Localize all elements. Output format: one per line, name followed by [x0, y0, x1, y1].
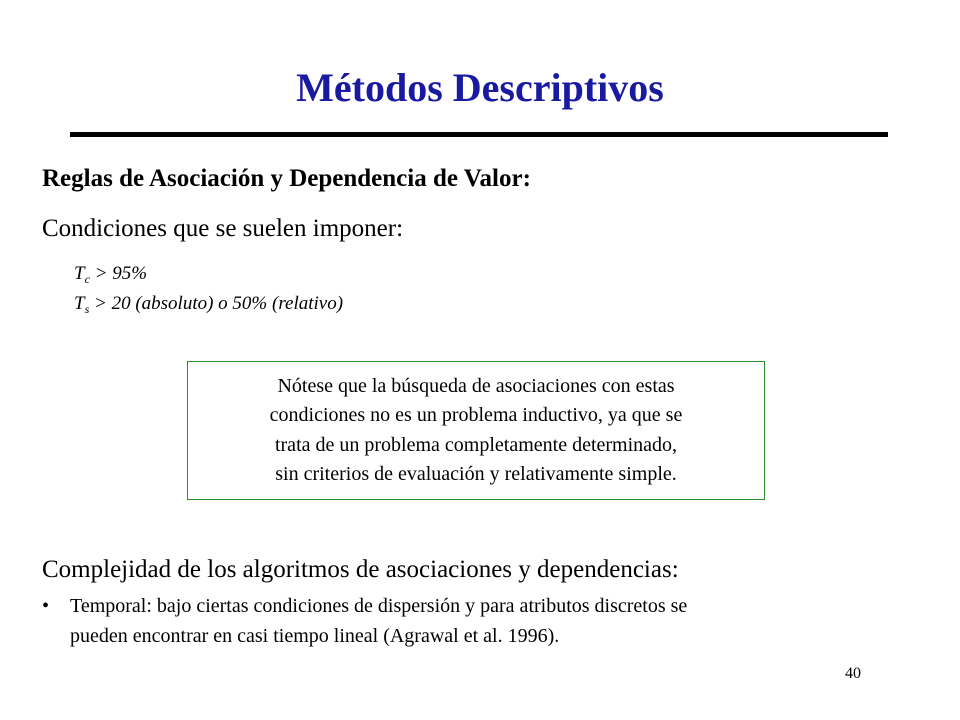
note-line: Nótese que la búsqueda de asociaciones con estas — [277, 374, 675, 397]
conditions-heading: Condiciones que se suelen imponer: — [42, 215, 404, 242]
section-subheading: Reglas de Asociación y Dependencia de Valor: — [42, 165, 531, 192]
bullet-line: Temporal: bajo ciertas condiciones de dispersión y para atributos discretos se — [70, 595, 688, 617]
condition-support — [74, 292, 343, 316]
title-divider — [70, 132, 888, 137]
condition-text: > 20 (absoluto) o 50% (relativo) — [89, 293, 344, 314]
condition-confidence — [74, 262, 147, 286]
page-number: 40 — [845, 665, 861, 682]
complexity-heading: Complejidad de los algoritmos de asociaciones y dependencias: — [42, 556, 679, 583]
note-line: condiciones no es un problema inductivo, ya que se — [269, 404, 683, 426]
bullet-marker: • — [42, 595, 50, 617]
slide-title: Métodos Descriptivos — [296, 65, 664, 110]
note-line: sin criterios de evaluación y relativamente simple. — [275, 463, 677, 485]
note-box — [187, 361, 765, 500]
condition-subscript: s — [84, 302, 90, 316]
condition-symbol: T — [74, 293, 85, 314]
bullet-line: pueden encontrar en casi tiempo lineal (Agrawal et al. 1996). — [70, 625, 560, 647]
condition-symbol: T — [74, 263, 85, 284]
condition-subscript: c — [84, 272, 90, 286]
note-line: trata de un problema completamente determinado, — [274, 433, 678, 456]
condition-text: > 95% — [89, 263, 148, 284]
bullet-text — [70, 591, 687, 651]
